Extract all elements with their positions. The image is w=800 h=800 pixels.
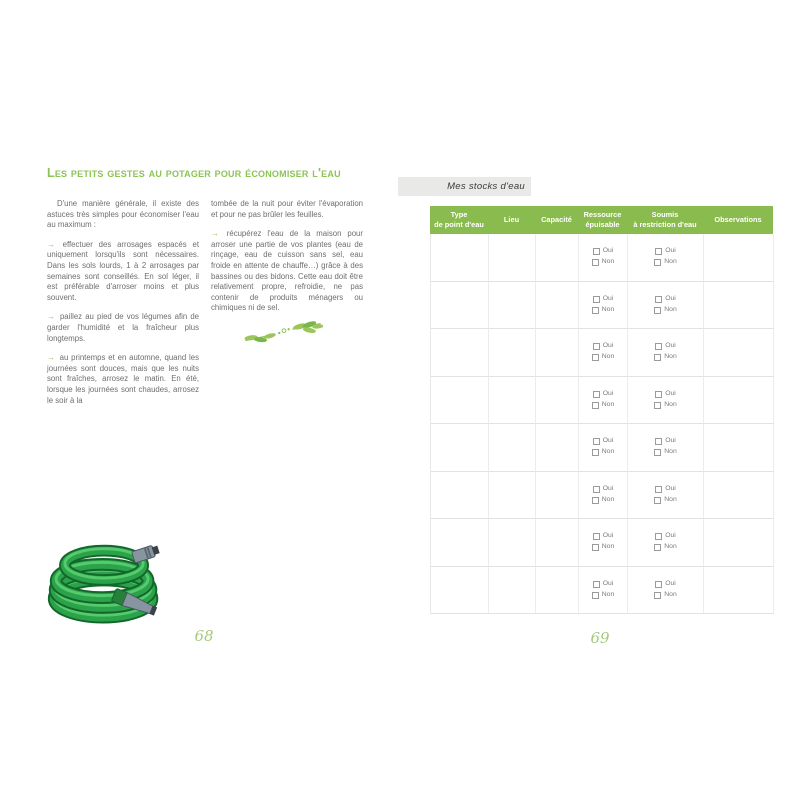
checkbox-option-oui[interactable]	[655, 581, 676, 588]
leaf-ornament	[243, 318, 323, 350]
checkbox-label: Oui	[602, 437, 614, 445]
checkbox-label: Oui	[665, 484, 676, 492]
checkbox-icon[interactable]	[655, 486, 662, 493]
table-cell-r4-c6	[704, 377, 774, 425]
paragraph: D'une manière générale, il existe des astuces très simples pour économiser l'eau au maximum :	[47, 199, 199, 230]
section-label: Mes stocks d'eau	[447, 181, 525, 192]
checkbox-option-non[interactable]	[654, 544, 676, 551]
section-label-bar	[398, 177, 531, 196]
table-cell-r8-c6	[704, 567, 774, 615]
column-header-5: Soumis à restriction d'eau	[633, 210, 697, 229]
checkbox-icon[interactable]	[593, 248, 600, 255]
table-cell-r4-c3	[536, 377, 579, 425]
table-cell-r7-c1	[431, 519, 489, 567]
checkbox-option-oui[interactable]	[655, 438, 676, 445]
table-cell-r2-c1	[431, 282, 489, 330]
checkbox-icon[interactable]	[592, 307, 599, 314]
table-cell-r3-c1	[431, 329, 489, 377]
checkbox-label: Non	[664, 258, 677, 266]
leaf-divider-icon	[243, 318, 323, 350]
page-number-left: 68	[194, 627, 214, 645]
checkbox-label: Non	[601, 590, 615, 598]
table-cell-r7-c6	[704, 519, 774, 567]
checkbox-icon[interactable]	[654, 307, 661, 314]
table-cell-r5-c4	[579, 424, 628, 472]
checkbox-icon[interactable]	[592, 544, 599, 551]
checkbox-icon[interactable]	[592, 497, 599, 504]
checkbox-option-oui[interactable]	[655, 486, 676, 493]
checkbox-option-non[interactable]	[592, 402, 614, 409]
checkbox-option-non[interactable]	[654, 449, 676, 456]
checkbox-icon[interactable]	[593, 533, 600, 540]
checkbox-option-non[interactable]	[654, 307, 676, 314]
checkbox-option-non[interactable]	[654, 592, 676, 599]
checkbox-label: Oui	[665, 294, 676, 302]
checkbox-label: Oui	[602, 579, 614, 587]
table-cell-r5-c5	[628, 424, 704, 472]
checkbox-option-non[interactable]	[654, 497, 676, 504]
checkbox-option-oui[interactable]	[593, 248, 614, 255]
column-header-1: Type de point d'eau	[434, 210, 484, 229]
body-columns	[47, 199, 363, 415]
table-cell-r4-c5	[628, 377, 704, 425]
checkbox-option-oui[interactable]	[593, 343, 614, 350]
table-cell-r6-c2	[489, 472, 536, 520]
checkbox-option-oui[interactable]	[655, 533, 676, 540]
checkbox-label: Oui	[665, 389, 676, 397]
table-cell-r5-c1	[431, 424, 489, 472]
table-cell-r8-c1	[431, 567, 489, 615]
checkbox-icon[interactable]	[592, 354, 599, 361]
table-cell-r8-c2	[489, 567, 536, 615]
checkbox-option-non[interactable]	[592, 354, 614, 361]
checkbox-option-oui[interactable]	[655, 296, 676, 303]
checkbox-icon[interactable]	[655, 533, 662, 540]
checkbox-label: Non	[601, 495, 615, 503]
table-header-row	[430, 206, 773, 234]
table-cell-r8-c5	[628, 567, 704, 615]
checkbox-option-non[interactable]	[592, 497, 614, 504]
table-cell-r7-c4	[579, 519, 628, 567]
checkbox-label: Non	[601, 448, 615, 456]
table-cell-r4-c2	[489, 377, 536, 425]
checkbox-label: Oui	[602, 247, 614, 255]
garden-hose-illustration	[47, 536, 165, 624]
table-cell-r1-c6	[704, 234, 774, 282]
checkbox-icon[interactable]	[593, 296, 600, 303]
checkbox-icon[interactable]	[654, 402, 661, 409]
checkbox-label: Non	[601, 258, 615, 266]
paragraph: → au printemps et en automne, quand les journées sont douces, mais que les nuits sont fraîches, arrosez le matin. En été, lorsque les journées sont chaudes, arrosez le soir à la	[47, 353, 199, 405]
table-cell-r3-c6	[704, 329, 774, 377]
checkbox-option-non[interactable]	[654, 259, 676, 266]
table-cell-r2-c3	[536, 282, 579, 330]
table-cell-r6-c3	[536, 472, 579, 520]
table-cell-r7-c3	[536, 519, 579, 567]
paragraph: → paillez au pied de vos légumes afin de garder l'humidité et la fraîcheur plus longtemps.	[47, 312, 200, 343]
table-cell-r5-c6	[704, 424, 774, 472]
page-title: Les petits gestes au potager pour économiser l'eau	[47, 166, 341, 180]
checkbox-option-non[interactable]	[592, 544, 614, 551]
checkbox-icon[interactable]	[655, 343, 662, 350]
checkbox-icon[interactable]	[654, 354, 661, 361]
checkbox-icon[interactable]	[592, 592, 599, 599]
checkbox-icon[interactable]	[655, 391, 662, 398]
checkbox-label: Oui	[665, 437, 676, 445]
column-header-6: Observations	[714, 215, 762, 225]
checkbox-label: Non	[664, 590, 677, 598]
checkbox-label: Oui	[602, 342, 614, 350]
arrow-bullet-icon: →	[47, 312, 55, 322]
checkbox-icon[interactable]	[593, 391, 600, 398]
table-cell-r7-c5	[628, 519, 704, 567]
checkbox-option-oui[interactable]	[593, 533, 614, 540]
table-cell-r8-c4	[579, 567, 628, 615]
checkbox-label: Non	[664, 353, 677, 361]
table-cell-r7-c2	[489, 519, 536, 567]
checkbox-icon[interactable]	[654, 592, 661, 599]
checkbox-label: Oui	[665, 579, 676, 587]
table-cell-r5-c3	[536, 424, 579, 472]
checkbox-label: Non	[601, 400, 615, 408]
checkbox-option-oui[interactable]	[593, 486, 614, 493]
checkbox-icon[interactable]	[655, 296, 662, 303]
table-cell-r1-c2	[489, 234, 536, 282]
checkbox-option-non[interactable]	[592, 307, 614, 314]
table-cell-r2-c4	[579, 282, 628, 330]
checkbox-label: Oui	[602, 389, 614, 397]
checkbox-option-non[interactable]	[592, 449, 614, 456]
paragraph: → récupérez l'eau de la maison pour arroser une partie de vos plantes (eau de rinçage, eau de cuisson sans sel, eau froide en attente de chauffe…) grâce à des bassines ou des bidons. Cette eau doit être relativement propre, refroidie, ne pas contenir de produits ménagers ou chimiques ni de sel.	[211, 229, 363, 313]
checkbox-option-oui[interactable]	[593, 438, 614, 445]
table-cell-r3-c2	[489, 329, 536, 377]
checkbox-label: Non	[664, 543, 677, 551]
checkbox-label: Non	[664, 305, 677, 313]
checkbox-label: Non	[664, 495, 677, 503]
column-header-2: Lieu	[503, 215, 520, 225]
table-cell-r5-c2	[489, 424, 536, 472]
checkbox-icon[interactable]	[593, 486, 600, 493]
paragraph: → effectuer des arrosages espacés et uniquement lorsqu'ils sont nécessaires. Dans les sols lourds, 1 à 2 arrosages par semaines sont conseillés. En sol léger, il est préférable d'arroser moins et plus souvent.	[47, 239, 199, 302]
table-cell-r6-c5	[628, 472, 704, 520]
table-cell-r3-c5	[628, 329, 704, 377]
checkbox-icon[interactable]	[654, 449, 661, 456]
checkbox-option-oui[interactable]	[655, 343, 676, 350]
table-cell-r1-c1	[431, 234, 489, 282]
table-cell-r4-c1	[431, 377, 489, 425]
checkbox-icon[interactable]	[593, 343, 600, 350]
paragraph: tombée de la nuit pour éviter l'évaporation et pour ne pas brûler les feuilles.	[211, 199, 363, 219]
checkbox-label: Oui	[602, 294, 614, 302]
table-cell-r6-c4	[579, 472, 628, 520]
column-header-3: Capacité	[541, 215, 572, 225]
table-cell-r2-c2	[489, 282, 536, 330]
table-cell-r1-c4	[579, 234, 628, 282]
checkbox-icon[interactable]	[592, 449, 599, 456]
table-body	[430, 234, 773, 614]
checkbox-option-oui[interactable]	[593, 581, 614, 588]
checkbox-option-non[interactable]	[592, 259, 614, 266]
checkbox-option-oui[interactable]	[655, 248, 676, 255]
checkbox-icon[interactable]	[654, 544, 661, 551]
checkbox-label: Non	[601, 353, 615, 361]
checkbox-icon[interactable]	[593, 581, 600, 588]
checkbox-icon[interactable]	[654, 497, 661, 504]
table-cell-r6-c1	[431, 472, 489, 520]
table-cell-r8-c3	[536, 567, 579, 615]
checkbox-label: Oui	[665, 532, 676, 540]
table-cell-r1-c3	[536, 234, 579, 282]
checkbox-label: Oui	[665, 342, 676, 350]
checkbox-label: Non	[664, 400, 677, 408]
column-header-4: Ressource épuisable	[583, 210, 622, 229]
table-cell-r6-c6	[704, 472, 774, 520]
garden-hose-icon	[47, 536, 165, 624]
checkbox-option-oui[interactable]	[655, 391, 676, 398]
checkbox-label: Non	[601, 543, 615, 551]
checkbox-icon[interactable]	[593, 438, 600, 445]
page-number-right: 69	[590, 629, 610, 647]
arrow-bullet-icon: →	[47, 239, 55, 249]
checkbox-label: Oui	[665, 247, 676, 255]
arrow-bullet-icon: →	[211, 229, 219, 239]
arrow-bullet-icon: →	[47, 353, 55, 363]
table-cell-r3-c3	[536, 329, 579, 377]
table-cell-r2-c5	[628, 282, 704, 330]
table-cell-r2-c6	[704, 282, 774, 330]
checkbox-option-non[interactable]	[592, 592, 614, 599]
checkbox-icon[interactable]	[655, 438, 662, 445]
table-cell-r3-c4	[579, 329, 628, 377]
checkbox-label: Oui	[602, 484, 614, 492]
checkbox-option-non[interactable]	[654, 354, 676, 361]
checkbox-label: Non	[601, 305, 615, 313]
checkbox-icon[interactable]	[592, 402, 599, 409]
checkbox-option-oui[interactable]	[593, 391, 614, 398]
checkbox-icon[interactable]	[592, 259, 599, 266]
stocks-table	[430, 206, 773, 614]
text-column-1	[47, 199, 199, 415]
checkbox-icon[interactable]	[655, 248, 662, 255]
checkbox-icon[interactable]	[655, 581, 662, 588]
checkbox-label: Non	[664, 448, 677, 456]
checkbox-option-non[interactable]	[654, 402, 676, 409]
checkbox-label: Oui	[602, 532, 614, 540]
checkbox-icon[interactable]	[654, 259, 661, 266]
checkbox-option-oui[interactable]	[593, 296, 614, 303]
table-cell-r4-c4	[579, 377, 628, 425]
table-cell-r1-c5	[628, 234, 704, 282]
text-column-2	[211, 199, 363, 415]
